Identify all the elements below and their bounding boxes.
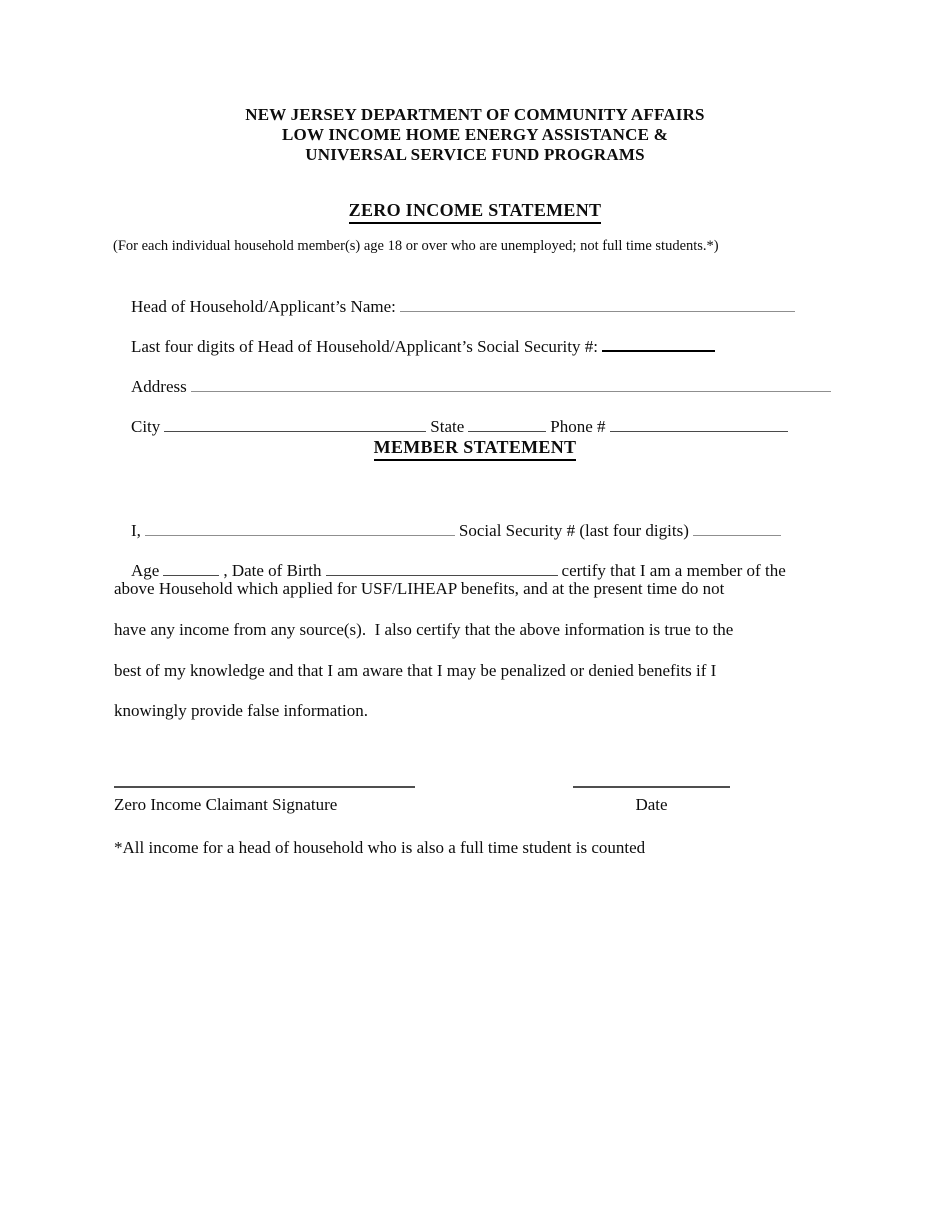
- claimant-signature-label: Zero Income Claimant Signature: [114, 795, 338, 814]
- footnote-text: *All income for a head of household who is also a full time student is counted: [114, 838, 646, 857]
- form-title-row: [0, 200, 950, 224]
- ssn-label: Last four digits of Head of Household/Applicant’s Social Security #:: [131, 337, 598, 356]
- agency-header-line-1: NEW JERSEY DEPARTMENT OF COMMUNITY AFFAIRS: [245, 105, 705, 124]
- agency-header-line-2: LOW INCOME HOME ENERGY ASSISTANCE &: [282, 125, 668, 144]
- ssn-blank-line: [602, 350, 715, 352]
- member-ssn4-blank-line: [693, 535, 781, 536]
- agency-header: [0, 105, 950, 165]
- i-label: I,: [131, 521, 141, 540]
- city-label: City: [131, 417, 161, 436]
- ssn4-label: Social Security # (last four digits): [458, 521, 689, 540]
- name-blank-line: [400, 311, 795, 312]
- member-name-blank-line: [145, 535, 455, 536]
- certify-text: certify that I am a member of the: [561, 561, 786, 580]
- name-label: Head of Household/Applicant’s Name:: [131, 297, 396, 316]
- statement-body-line-4: knowingly provide false information.: [114, 701, 369, 720]
- state-blank-line: [468, 431, 546, 432]
- dob-label: , Date of Birth: [223, 561, 322, 580]
- city-blank-line: [164, 431, 426, 432]
- dob-blank-line: [326, 575, 558, 576]
- phone-label: Phone #: [550, 417, 606, 436]
- statement-body-line-1: above Household which applied for USF/LIHEAP benefits, and at the present time do not: [114, 579, 725, 598]
- address-blank-line: [191, 391, 831, 392]
- address-label: Address: [131, 377, 187, 396]
- age-label: Age: [131, 561, 160, 580]
- member-statement-heading: MEMBER STATEMENT: [374, 437, 577, 461]
- statement-body-line-2: have any income from any source(s). I also certify that the above information is true to the: [114, 620, 734, 639]
- age-blank-line: [163, 575, 219, 576]
- claimant-signature-line: [114, 786, 415, 788]
- eligibility-note: (For each individual household member(s) age 18 or over who are unemployed; not full time students.*): [113, 238, 719, 254]
- date-line: [573, 786, 730, 788]
- date-label: Date: [635, 795, 668, 814]
- phone-blank-line: [610, 431, 788, 432]
- agency-header-line-3: UNIVERSAL SERVICE FUND PROGRAMS: [305, 145, 645, 164]
- form-title: ZERO INCOME STATEMENT: [349, 200, 602, 224]
- member-statement-heading-row: [0, 437, 950, 461]
- state-label: State: [430, 417, 465, 436]
- statement-body-line-3: best of my knowledge and that I am aware that I may be penalized or denied benefits if I: [114, 661, 717, 680]
